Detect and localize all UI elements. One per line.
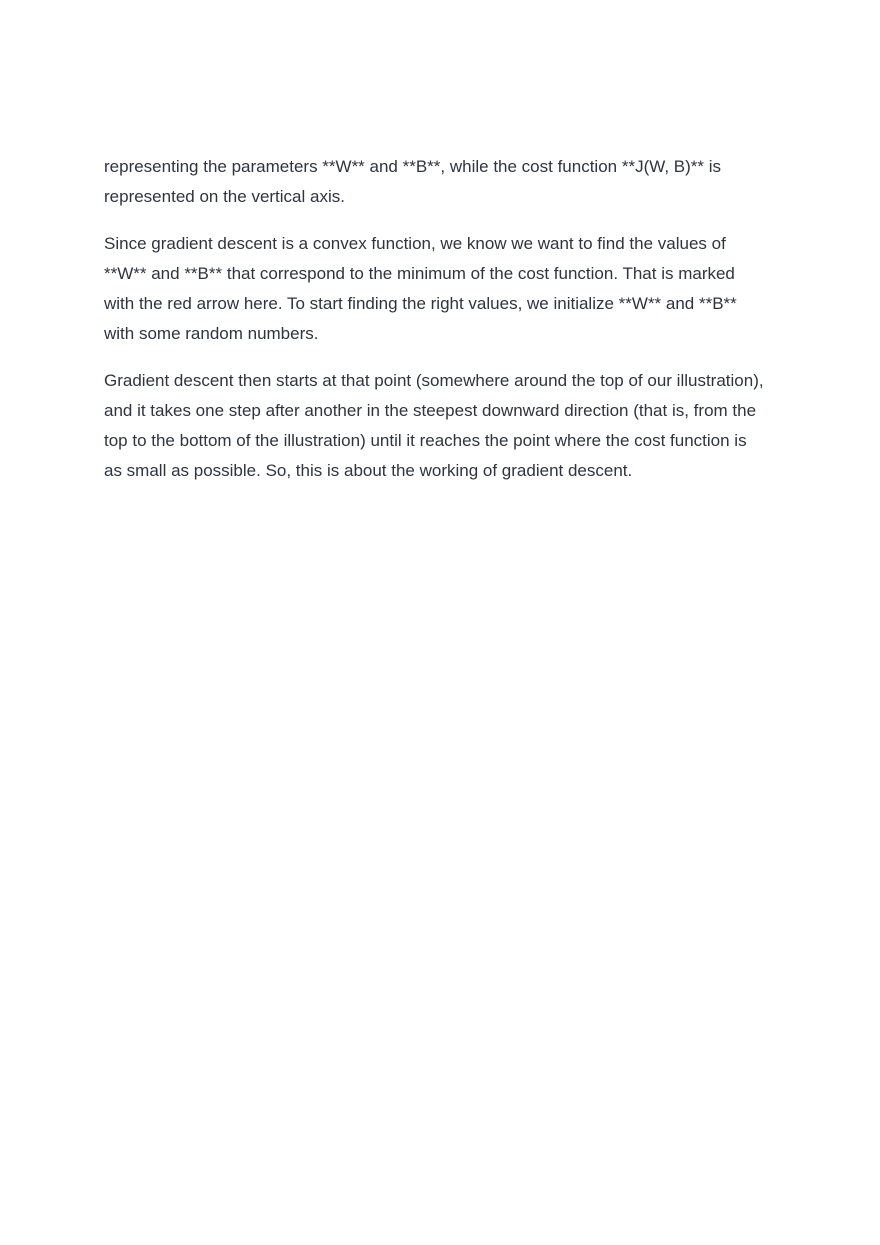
paragraph-convex-minimum: Since gradient descent is a convex function, we know we want to find the values of **W** and **B** that correspond to the minimum of the cost function. That is marked with the red arrow here. To start finding the right values, we initialize **W** and **B** with some random numbers. [104,234,737,343]
paragraph-parameters-axis: representing the parameters **W** and **B**, while the cost function **J(W, B)** is represented on the vertical axis. [104,157,722,206]
document-body [104,152,780,503]
paragraph-descent-steps: Gradient descent then starts at that point (somewhere around the top of our illustration), and it takes one step after another in the steepest downward direction (that is, from the top to the bottom of the illustration) until it reaches the point where the cost function is as small as possible. So, this is about the working of gradient descent. [104,371,764,480]
